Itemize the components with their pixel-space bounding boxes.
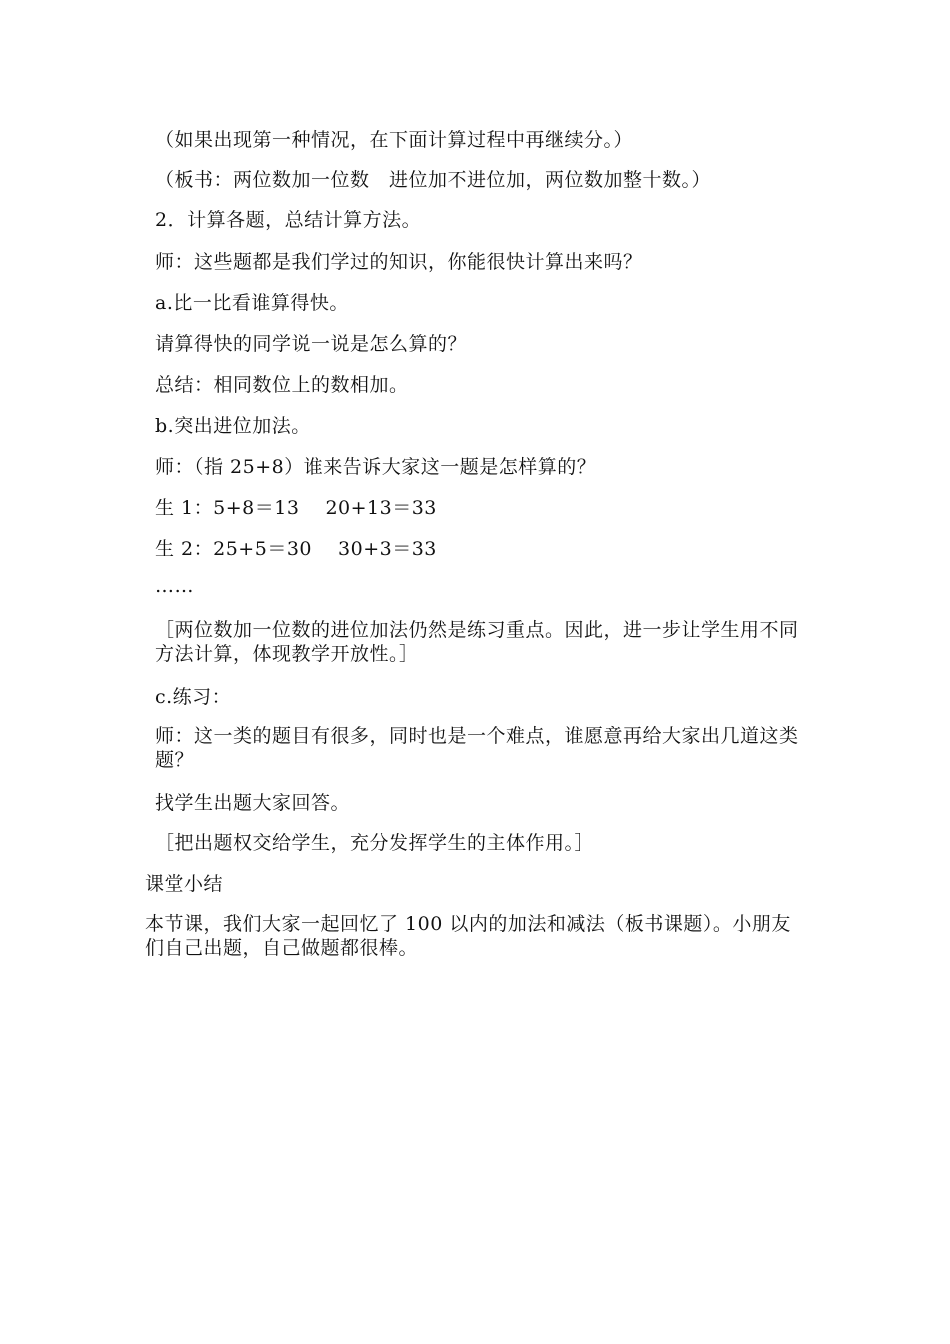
note-first-case: （如果出现第一种情况，在下面计算过程中再继续分。） bbox=[155, 129, 634, 151]
blackboard-note: （板书：两位数加一位数 进位加不进位加，两位数加整十数。） bbox=[155, 169, 712, 191]
item-a: a.比一比看谁算得快。 bbox=[155, 292, 349, 314]
item-b: b.突出进位加法。 bbox=[155, 415, 311, 437]
bracket-comment-2: ［把出题权交给学生，充分发挥学生的主体作用。］ bbox=[155, 832, 595, 854]
summary-line: 总结：相同数位上的数相加。 bbox=[155, 374, 409, 396]
section-heading-summary: 课堂小结 bbox=[145, 873, 224, 895]
student-1-answer: 生 1：5+8＝13 20+13＝33 bbox=[155, 497, 437, 519]
student-explain-prompt: 请算得快的同学说一说是怎么算的？ bbox=[155, 333, 468, 355]
bracket-comment-1: ［两位数加一位数的进位加法仍然是练习重点。因此，进一步让学生用不同方法计算，体现教学开放性。］ bbox=[155, 619, 799, 665]
student-2-answer: 生 2：25+5＝30 30+3＝33 bbox=[155, 538, 437, 560]
section-heading-2: 2．计算各题，总结计算方法。 bbox=[155, 209, 422, 231]
summary-paragraph: 本节课，我们大家一起回忆了 100 以内的加法和减法（板书课题）。小朋友们自己出题，自己做题都很棒。 bbox=[145, 913, 791, 959]
student-question-line: 找学生出题大家回答。 bbox=[155, 792, 351, 814]
ellipsis: …… bbox=[155, 575, 194, 597]
teacher-question: 师：这些题都是我们学过的知识，你能很快计算出来吗？ bbox=[155, 251, 643, 273]
teacher-example: 师：（指 25+8）谁来告诉大家这一题是怎样算的？ bbox=[155, 456, 597, 478]
item-c: c.练习： bbox=[155, 686, 232, 708]
teacher-practice-prompt: 师：这一类的题目有很多，同时也是一个难点，谁愿意再给大家出几道这类题？ bbox=[155, 725, 799, 771]
